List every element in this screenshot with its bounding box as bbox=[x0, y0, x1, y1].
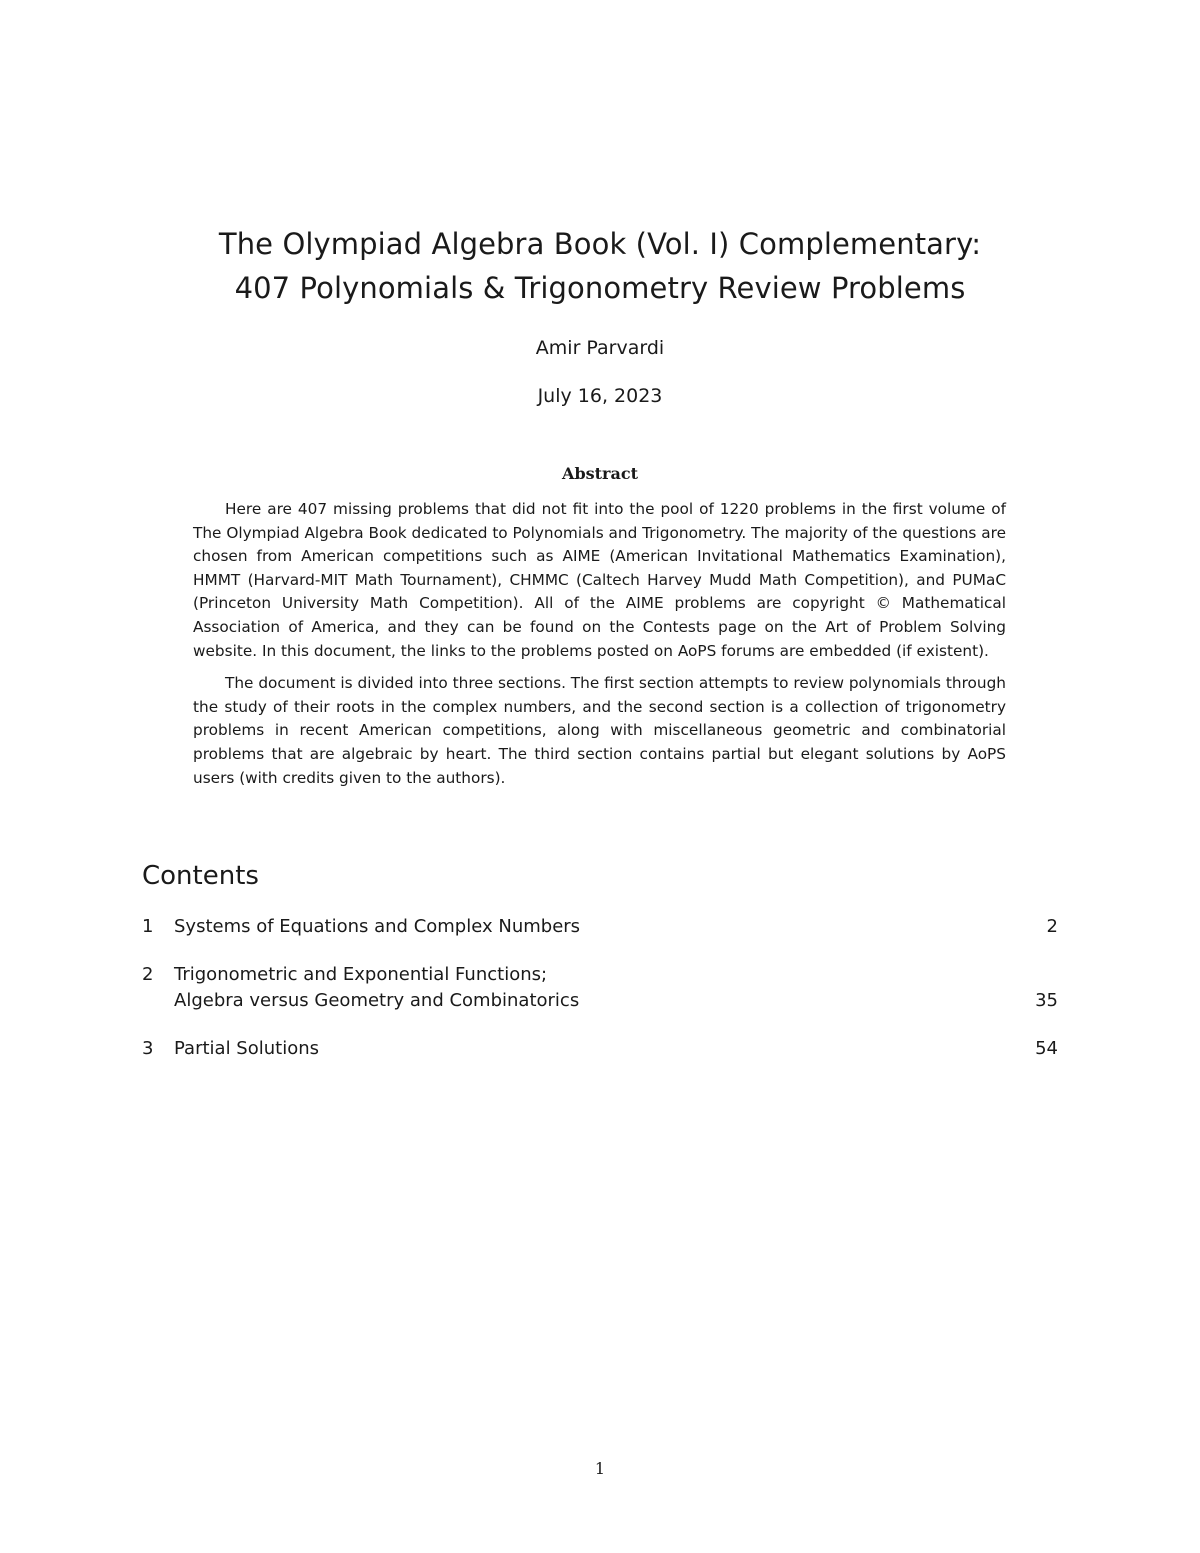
contents-heading: Contents bbox=[142, 861, 259, 891]
toc-entry-2[interactable] bbox=[142, 962, 1058, 1014]
author-name: Amir Parvardi bbox=[535, 337, 665, 359]
toc-entry-title bbox=[174, 962, 1028, 1014]
toc-entry-number: 1 bbox=[142, 916, 154, 937]
document-title bbox=[0, 222, 1200, 310]
toc-entry-number: 3 bbox=[142, 1038, 154, 1059]
publication-date: July 16, 2023 bbox=[537, 385, 663, 407]
abstract-paragraph-1: Here are 407 missing problems that did not fit into the pool of 1220 problems in the first volume of The Olympiad Algebra Book dedicated to Polynomials and Trigonometry. The majority of the questions are chosen from American competitions such as AIME (American Invitational Mathematics Examination), HMMT (Harvard-MIT Math Tournament), CHMMC (Caltech Harvey Mudd Math Competition), and PUMaC (Princeton University Math Competition). All of the AIME problems are copyright © Mathematical Association of America, and they can be found on the Contests page on the Art of Problem Solving website. In this document, the links to the problems posted on AoPS forums are embedded (if existent). bbox=[193, 500, 1007, 660]
title-line-1: The Olympiad Algebra Book (Vol. I) Complementary: bbox=[218, 227, 982, 261]
abstract-paragraph-2: The document is divided into three sections. The first section attempts to review polynomials through the study of their roots in the complex numbers, and the second section is a collection of trigonometry problems in recent American competitions, along with miscellaneous geometric and combinatorial problems that are algebraic by heart. The third section contains partial but elegant solutions by AoPS users (with credits given to the authors). bbox=[193, 674, 1006, 787]
toc-entry-number: 2 bbox=[142, 964, 154, 985]
toc-entry-3[interactable] bbox=[142, 1036, 1058, 1062]
toc-entry-1[interactable] bbox=[142, 914, 1058, 940]
toc-entry-page: 54 bbox=[1035, 1038, 1058, 1059]
toc-entry-title bbox=[174, 914, 1028, 940]
abstract-heading: Abstract bbox=[562, 464, 638, 483]
table-of-contents bbox=[142, 914, 1058, 1084]
toc-entry-title-line: Algebra versus Geometry and Combinatorics bbox=[174, 990, 580, 1011]
toc-entry-title bbox=[174, 1036, 1028, 1062]
page-number: 1 bbox=[594, 1459, 606, 1478]
toc-entry-page: 35 bbox=[1035, 990, 1058, 1011]
toc-entry-title-line: Systems of Equations and Complex Numbers bbox=[174, 916, 581, 937]
abstract-body bbox=[193, 498, 1006, 790]
toc-entry-title-line: Partial Solutions bbox=[174, 1038, 319, 1059]
toc-entry-page: 2 bbox=[1046, 916, 1058, 937]
toc-entry-title-line: Trigonometric and Exponential Functions; bbox=[174, 964, 548, 985]
title-line-2: 407 Polynomials & Trigonometry Review Problems bbox=[234, 271, 966, 305]
